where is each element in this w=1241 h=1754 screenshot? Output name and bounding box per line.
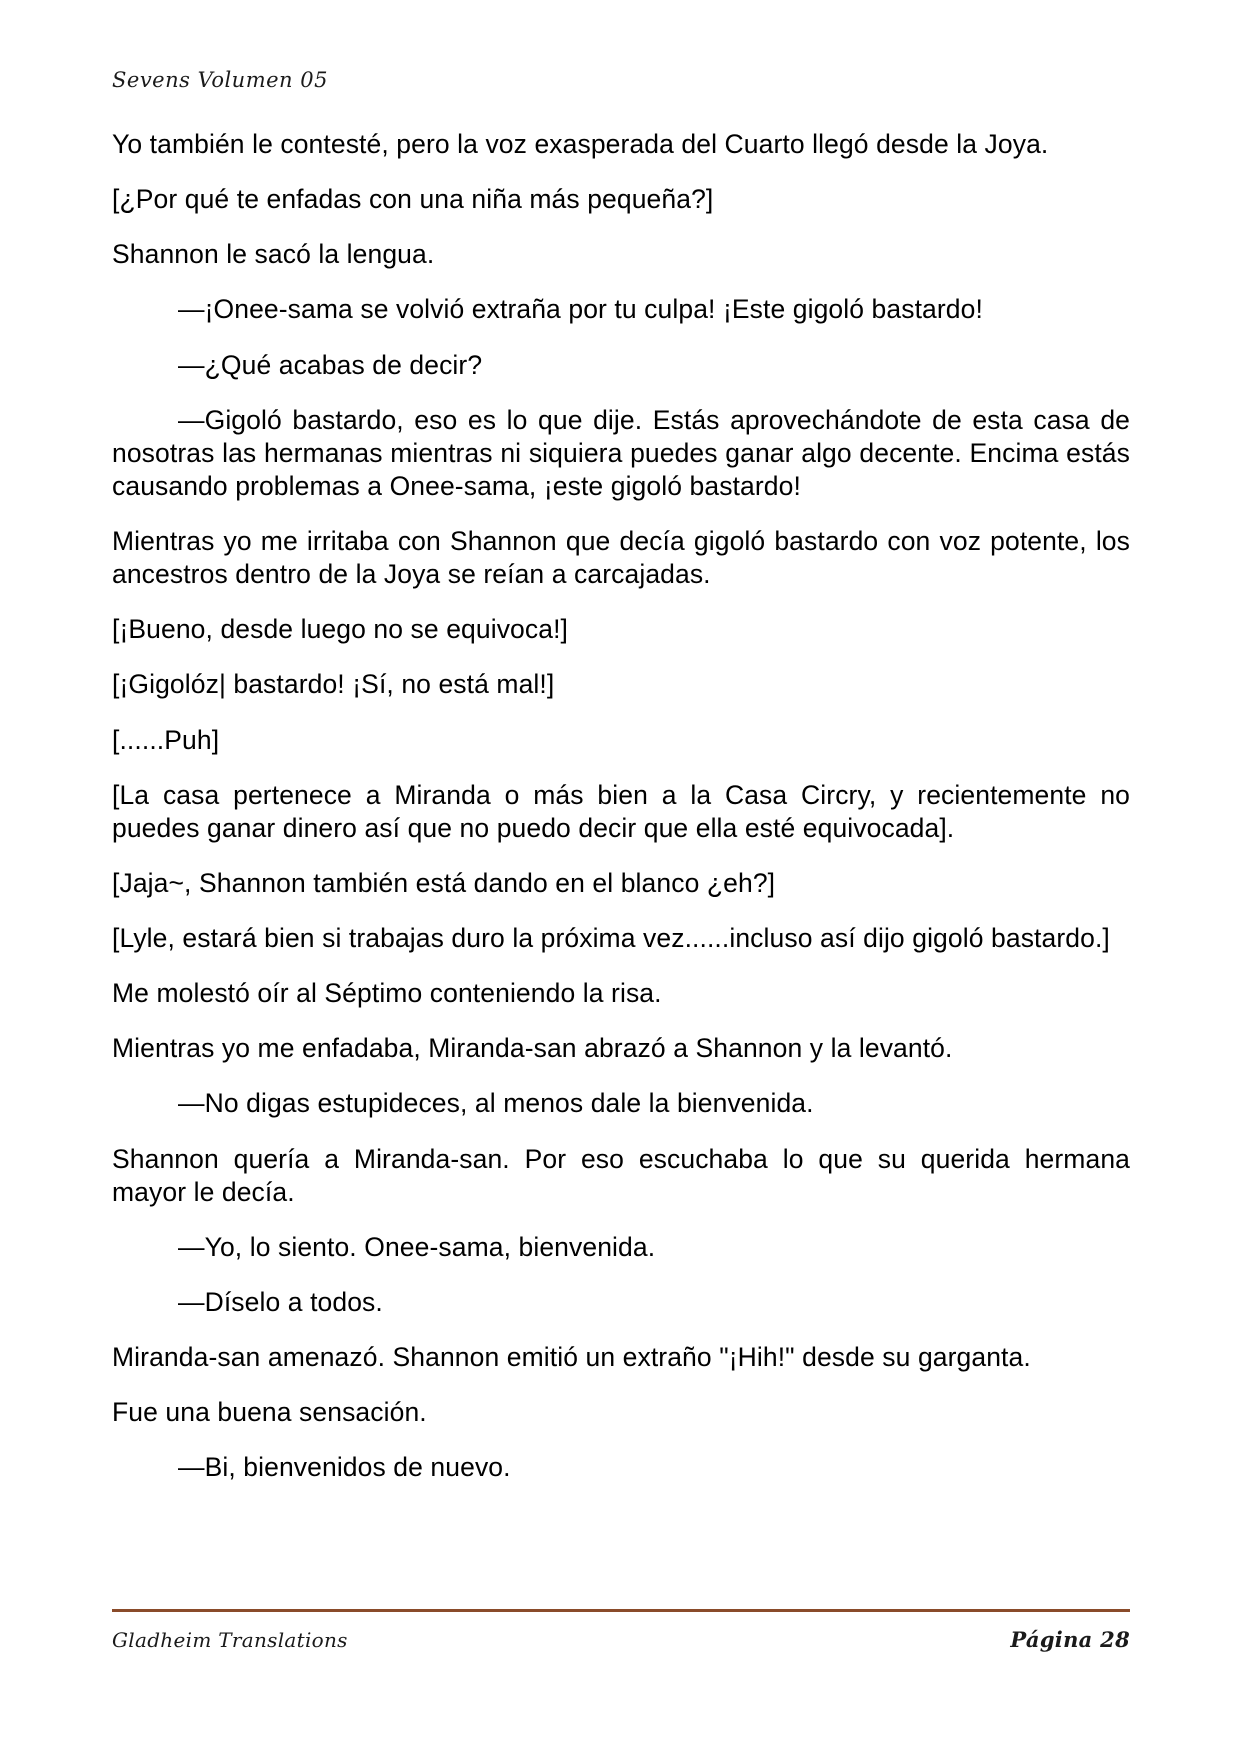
paragraph: —¡Onee-sama se volvió extraña por tu culpa! ¡Este gigoló bastardo! (178, 294, 983, 325)
translator-credit: Gladheim Translations (112, 1628, 348, 1652)
paragraph: —No digas estupideces, al menos dale la bienvenida. (178, 1088, 814, 1119)
book-title: Sevens Volumen 05 (112, 68, 328, 92)
paragraph: —Gigoló bastardo, eso es lo que dije. Estás aprovechándote de esta casa de nosotras las hermanas mientras ni siquiera puedes ganar algo decente. Encima estás causando problemas a Onee-sama, ¡este gigoló bastardo! (112, 404, 1130, 501)
page-body (112, 128, 1130, 1506)
paragraph: Mientras yo me enfadaba, Miranda-san abrazó a Shannon y la levantó. (112, 1033, 953, 1064)
paragraph: —Díselo a todos. (178, 1286, 383, 1317)
paragraph: Mientras yo me irritaba con Shannon que decía gigoló bastardo con voz potente, los ancestros dentro de la Joya se reían a carcajadas. (112, 526, 1130, 590)
paragraph: —Bi, bienvenidos de nuevo. (178, 1452, 511, 1483)
paragraph: [¡Gigolóz| bastardo! ¡Sí, no está mal!] (112, 669, 555, 700)
paragraph: —¿Qué acabas de decir? (178, 349, 483, 380)
paragraph: —Yo, lo siento. Onee-sama, bienvenida. (178, 1231, 656, 1262)
paragraph: Shannon quería a Miranda-san. Por eso escuchaba lo que su querida hermana mayor le decía. (112, 1143, 1130, 1207)
paragraph: Me molestó oír al Séptimo conteniendo la risa. (112, 978, 662, 1009)
paragraph: [......Puh] (112, 724, 220, 755)
paragraph: [Jaja~, Shannon también está dando en el blanco ¿eh?] (112, 867, 776, 898)
page-footer (112, 1627, 1130, 1652)
paragraph: [¡Bueno, desde luego no se equivoca!] (112, 614, 568, 645)
paragraph: Fue una buena sensación. (112, 1397, 427, 1428)
paragraph: [Lyle, estará bien si trabajas duro la próxima vez......incluso así dijo gigoló bastardo.] (112, 923, 1110, 953)
paragraph: [¿Por qué te enfadas con una niña más pequeña?] (112, 184, 714, 215)
paragraph: Yo también le contesté, pero la voz exasperada del Cuarto llegó desde la Joya. (112, 129, 1049, 159)
page-header (112, 68, 1132, 92)
paragraph: [La casa pertenece a Miranda o más bien a la Casa Circry, y recientemente no puedes ganar dinero así que no puedo decir que ella esté equivocada]. (112, 779, 1130, 843)
page-number: Página 28 (1010, 1627, 1130, 1652)
paragraph: Shannon le sacó la lengua. (112, 239, 435, 270)
footer-divider (112, 1609, 1130, 1612)
paragraph: Miranda-san amenazó. Shannon emitió un extraño "¡Hih!" desde su garganta. (112, 1342, 1031, 1372)
